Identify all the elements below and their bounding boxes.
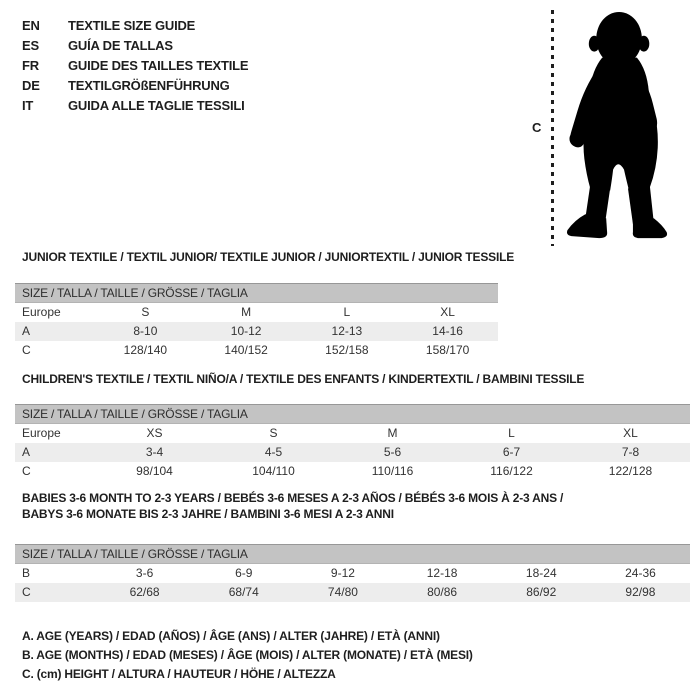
language-label: GUIDE DES TAILLES TEXTILE [68, 58, 249, 73]
size-cell: 6-9 [235, 566, 253, 580]
size-cell: XS [146, 426, 163, 440]
size-header-bar: SIZE / TALLA / TAILLE / GRÖSSE / TAGLIA [15, 283, 498, 303]
size-cell: 12-18 [426, 566, 458, 580]
language-code: IT [22, 98, 34, 113]
size-cell: XL [623, 426, 638, 440]
height-label: C [532, 120, 542, 135]
row-label: Europe [22, 426, 61, 440]
row-label: B [22, 566, 31, 580]
language-item [22, 56, 248, 76]
size-cell: 128/140 [123, 343, 168, 357]
size-cell: 140/152 [224, 343, 268, 357]
size-cell: 9-12 [330, 566, 355, 580]
row-label: A [22, 445, 31, 459]
row-label: C [22, 585, 31, 599]
table-row [15, 322, 498, 341]
table-row [15, 424, 690, 443]
size-table [15, 544, 690, 602]
table-title: BABIES 3-6 MONTH TO 2-3 YEARS / BEBÉS 3-6 MESES A 2-3 AÑOS / BÉBÉS 3-6 MOIS À 2-3 ANS / [22, 491, 564, 505]
size-cell: 62/68 [129, 585, 160, 599]
language-list [22, 16, 248, 116]
size-cell: S [269, 426, 278, 440]
language-label: TEXTILGRÖßENFÜHRUNG [68, 78, 230, 93]
row-label: A [22, 324, 31, 338]
size-cell: 68/74 [228, 585, 259, 599]
size-cell: XL [440, 305, 455, 319]
language-code: FR [22, 58, 39, 73]
language-item [22, 96, 248, 116]
size-cell: 3-4 [145, 445, 164, 459]
size-cell: L [508, 426, 515, 440]
table-title: BABYS 3-6 MONATE BIS 2-3 JAHRE / BAMBINI 3-6 MESI A 2-3 ANNI [22, 507, 394, 521]
row-label: Europe [22, 305, 61, 319]
size-table [15, 404, 690, 481]
size-cell: M [241, 305, 252, 319]
language-code: ES [22, 38, 39, 53]
table-title: JUNIOR TEXTILE / TEXTIL JUNIOR/ TEXTILE JUNIOR / JUNIORTEXTIL / JUNIOR TESSILE [22, 250, 515, 264]
footnotes [22, 627, 473, 684]
size-cell: 86/92 [526, 585, 557, 599]
language-item [22, 36, 248, 56]
language-label: GUÍA DE TALLAS [68, 38, 173, 53]
size-cell: 8-10 [133, 324, 158, 338]
size-cell: M [387, 426, 398, 440]
size-cell: 92/98 [625, 585, 656, 599]
table-row [15, 564, 690, 583]
footnote-line: B. AGE (MONTHS) / EDAD (MESES) / ÂGE (MOIS) / ALTER (MONATE) / ETÀ (MESI) [22, 648, 473, 662]
size-cell: 3-6 [135, 566, 154, 580]
size-cell: 18-24 [525, 566, 557, 580]
size-cell: 24-36 [625, 566, 656, 580]
size-cell: 116/122 [490, 464, 533, 478]
table-row [15, 583, 690, 602]
size-cell: 110/116 [371, 464, 414, 478]
size-cell: L [343, 305, 351, 319]
size-cell: 152/158 [325, 343, 369, 357]
table-title: CHILDREN'S TEXTILE / TEXTIL NIÑO/A / TEXTILE DES ENFANTS / KINDERTEXTIL / BAMBINI TESSILE [22, 372, 585, 386]
size-cell: 14-16 [432, 324, 463, 338]
size-header-bar: SIZE / TALLA / TAILLE / GRÖSSE / TAGLIA [15, 404, 690, 424]
size-cell: 104/110 [252, 464, 295, 478]
size-cell: 5-6 [383, 445, 402, 459]
table-row [15, 443, 690, 462]
language-label: TEXTILE SIZE GUIDE [68, 18, 196, 33]
footnote-line: A. AGE (YEARS) / EDAD (AÑOS) / ÂGE (ANS) / ALTER (JAHRE) / ETÀ (ANNI) [22, 629, 440, 643]
size-cell: 74/80 [327, 585, 358, 599]
size-cell: 80/86 [427, 585, 458, 599]
table-section-children [15, 371, 690, 478]
size-cell: 7-8 [621, 445, 640, 459]
size-header-bar: SIZE / TALLA / TAILLE / GRÖSSE / TAGLIA [15, 544, 690, 564]
language-item [22, 76, 248, 96]
table-row [15, 462, 690, 481]
language-code: DE [22, 78, 40, 93]
size-cell: 10-12 [230, 324, 262, 338]
table-row [15, 341, 498, 360]
table-section-babies [15, 490, 690, 599]
row-label: C [22, 343, 31, 357]
size-cell: 12-13 [331, 324, 363, 338]
size-cell: 4-5 [264, 445, 283, 459]
language-code: EN [22, 18, 40, 33]
table-section-junior [15, 249, 515, 357]
size-table [15, 283, 498, 360]
language-label: GUIDA ALLE TAGLIE TESSILI [68, 98, 245, 113]
size-cell: 122/128 [608, 464, 653, 478]
size-cell: 158/170 [425, 343, 470, 357]
footnote-line: C. (cm) HEIGHT / ALTURA / HAUTEUR / HÖHE / ALTEZZA [22, 667, 336, 681]
row-label: C [22, 464, 31, 478]
size-cell: 6-7 [502, 445, 521, 459]
size-cell: 98/104 [136, 464, 173, 478]
toddler-silhouette-icon [556, 8, 696, 246]
height-dashed-line [551, 10, 554, 246]
size-cell: S [141, 305, 150, 319]
language-item [22, 16, 248, 36]
table-row [15, 303, 498, 322]
